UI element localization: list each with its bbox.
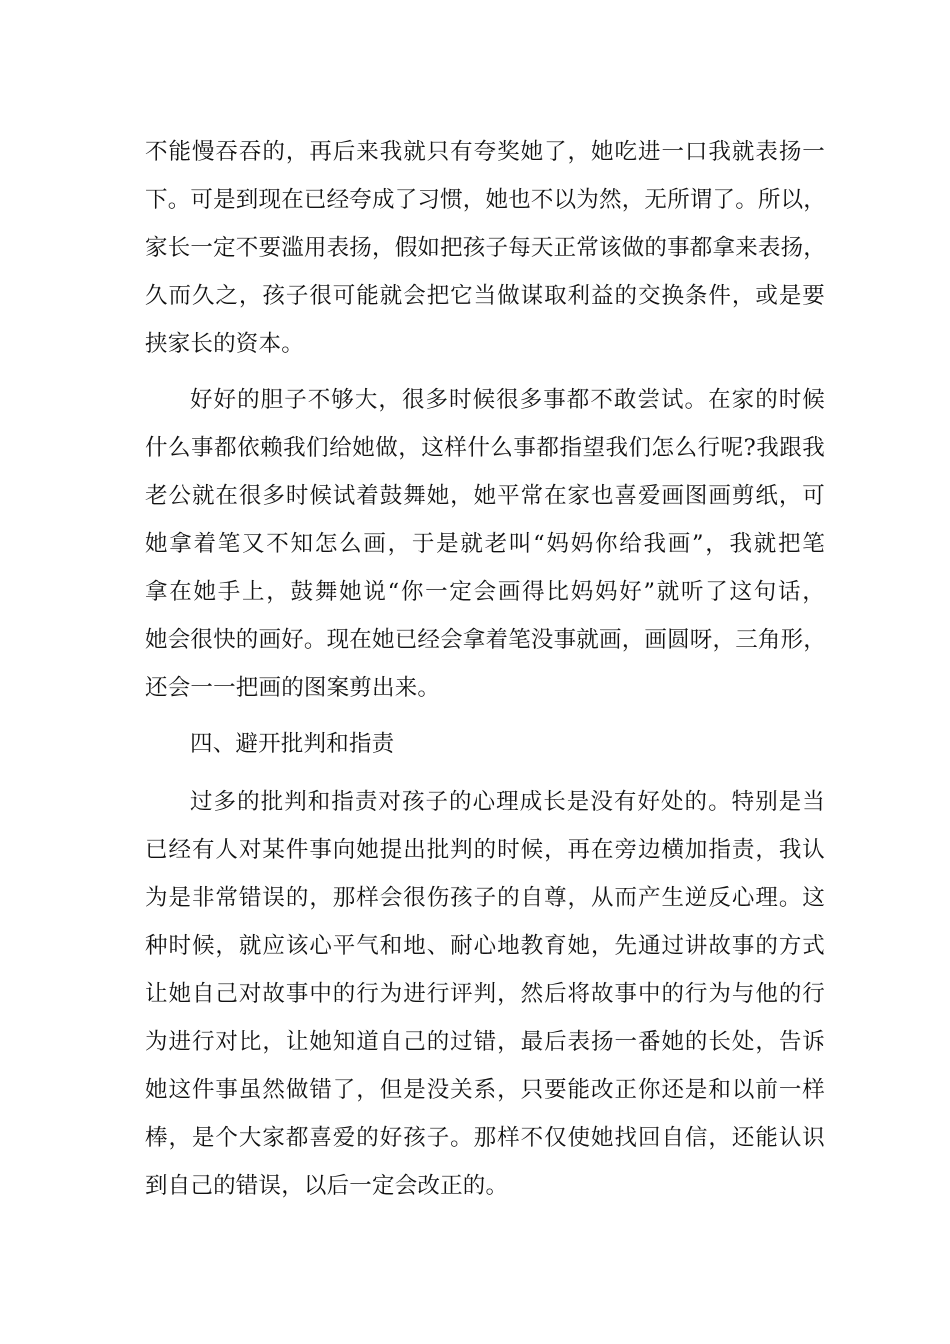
text-line: 她这件事虽然做错了，但是没关系，只要能改正你还是和以前一样 bbox=[145, 1077, 825, 1103]
paragraph-praise bbox=[145, 128, 825, 368]
text-line: 下。可是到现在已经夸成了习惯，她也不以为然，无所谓了。所以， bbox=[145, 187, 827, 213]
section-heading: 四、避开批判和指责 bbox=[190, 731, 395, 757]
text-line: 已经有人对某件事向她提出批判的时候，再在旁边横加指责，我认 bbox=[145, 837, 825, 863]
document-body bbox=[145, 128, 825, 1210]
text-line: 拿在她手上，鼓舞她说“你一定会画得比妈妈好”就听了这句话， bbox=[145, 579, 825, 605]
text-line: 过多的批判和指责对孩子的心理成长是没有好处的。特别是当 bbox=[190, 789, 825, 815]
text-line: 什么事都依赖我们给她做，这样什么事都指望我们怎么行呢?我跟我 bbox=[145, 435, 825, 461]
text-line: 挟家长的资本。 bbox=[145, 331, 304, 357]
text-line: 棒，是个大家都喜爱的好孩子。那样不仅使她找回自信，还能认识 bbox=[145, 1125, 825, 1151]
text-line: 家长一定不要滥用表扬，假如把孩子每天正常该做的事都拿来表扬， bbox=[145, 235, 827, 261]
paragraph-courage bbox=[145, 376, 825, 712]
text-line: 久而久之，孩子很可能就会把它当做谋取利益的交换条件，或是要 bbox=[145, 283, 825, 309]
text-line: 让她自己对故事中的行为进行评判，然后将故事中的行为与他的行 bbox=[145, 981, 825, 1007]
paragraph-criticism bbox=[145, 778, 825, 1210]
text-line: 不能慢吞吞的，再后来我就只有夸奖她了，她吃进一口我就表扬一 bbox=[145, 139, 825, 165]
text-line: 还会一一把画的图案剪出来。 bbox=[145, 675, 441, 701]
text-line: 老公就在很多时候试着鼓舞她，她平常在家也喜爱画图画剪纸，可 bbox=[145, 483, 825, 509]
text-line: 到自己的错误，以后一定会改正的。 bbox=[145, 1173, 509, 1199]
text-line: 她会很快的画好。现在她已经会拿着笔没事就画，画圆呀，三角形， bbox=[145, 627, 827, 653]
text-line: 她拿着笔又不知怎么画，于是就老叫“妈妈你给我画”，我就把笔 bbox=[145, 531, 825, 557]
text-line: 为进行对比，让她知道自己的过错，最后表扬一番她的长处，告诉 bbox=[145, 1029, 825, 1055]
text-line: 为是非常错误的，那样会很伤孩子的自尊，从而产生逆反心理。这 bbox=[145, 885, 825, 911]
text-line: 好好的胆子不够大，很多时候很多事都不敢尝试。在家的时候 bbox=[190, 387, 825, 413]
text-line: 种时候，就应该心平气和地、耐心地教育她，先通过讲故事的方式 bbox=[145, 933, 825, 959]
